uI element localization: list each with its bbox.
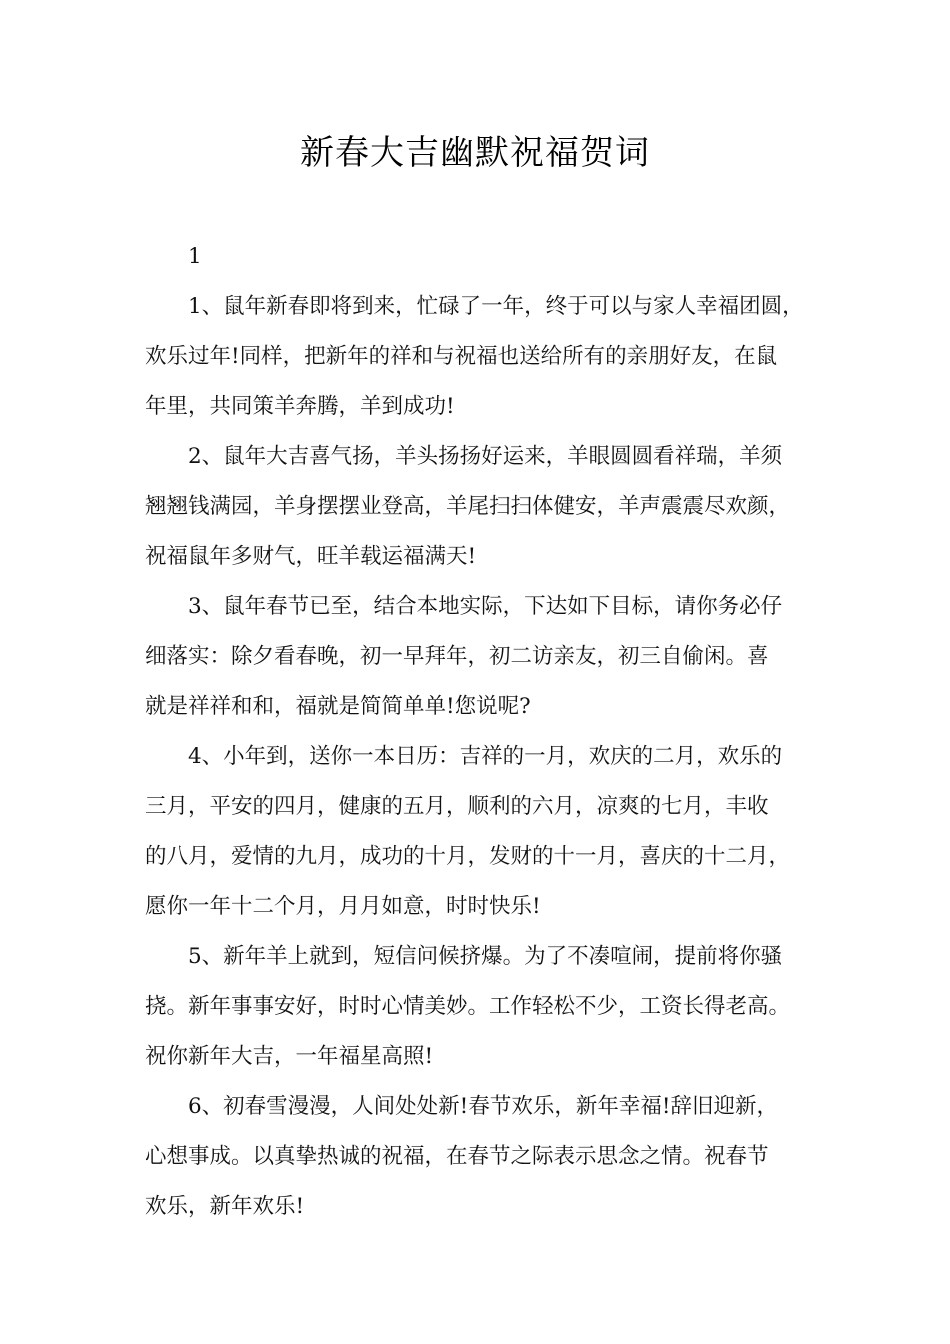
document-body bbox=[145, 232, 835, 1232]
paragraph-line: 3、鼠年春节已至，结合本地实际，下达如下目标，请你务必仔 bbox=[188, 594, 783, 619]
paragraph-line: 6、初春雪漫漫，人间处处新!春节欢乐，新年幸福!辞旧迎新， bbox=[188, 1094, 778, 1119]
paragraph bbox=[145, 282, 835, 432]
paragraph-line: 2、鼠年大吉喜气扬，羊头扬扬好运来，羊眼圆圆看祥瑞，羊须 bbox=[188, 444, 783, 469]
paragraph-line: 愿你一年十二个月，月月如意，时时快乐! bbox=[145, 894, 541, 919]
paragraph bbox=[145, 432, 835, 582]
paragraph-line: 1、鼠年新春即将到来，忙碌了一年，终于可以与家人幸福团圆， bbox=[188, 294, 804, 319]
paragraph-line: 三月，平安的四月，健康的五月，顺利的六月，凉爽的七月，丰收 bbox=[145, 794, 769, 819]
paragraph-line: 细落实：除夕看春晚，初一早拜年，初二访亲友，初三自偷闲。喜 bbox=[145, 644, 769, 669]
paragraph-line: 挠。新年事事安好，时时心情美妙。工作轻松不少，工资长得老高。 bbox=[145, 994, 791, 1019]
paragraph-line: 欢乐过年!同样，把新年的祥和与祝福也送给所有的亲朋好友，在鼠 bbox=[145, 344, 778, 369]
paragraph-line: 翘翘钱满园，羊身摆摆业登高，羊尾扫扫体健安，羊声震震尽欢颜， bbox=[145, 494, 791, 519]
paragraph-list bbox=[145, 282, 835, 1232]
paragraph-line: 欢乐，新年欢乐! bbox=[145, 1194, 305, 1219]
paragraph-line: 心想事成。以真挚热诚的祝福，在春节之际表示思念之情。祝春节 bbox=[145, 1144, 769, 1169]
paragraph-line: 4、小年到，送你一本日历：吉祥的一月，欢庆的二月，欢乐的 bbox=[188, 744, 783, 769]
paragraph-line: 就是祥祥和和，福就是简简单单!您说呢? bbox=[145, 694, 531, 719]
section-number: 1 bbox=[188, 244, 202, 269]
paragraph bbox=[145, 1082, 835, 1232]
paragraph bbox=[145, 932, 835, 1082]
paragraph-line: 祝你新年大吉，一年福星高照! bbox=[145, 1044, 434, 1069]
paragraph-line: 年里，共同策羊奔腾，羊到成功! bbox=[145, 394, 455, 419]
paragraph-line: 的八月，爱情的九月，成功的十月，发财的十一月，喜庆的十二月， bbox=[145, 844, 791, 869]
paragraph-line: 祝福鼠年多财气，旺羊载运福满天! bbox=[145, 544, 477, 569]
paragraph-line: 5、新年羊上就到，短信问候挤爆。为了不凑喧闹，提前将你骚 bbox=[188, 944, 783, 969]
paragraph bbox=[145, 582, 835, 732]
paragraph bbox=[145, 732, 835, 932]
document-title: 新春大吉幽默祝福贺词 bbox=[300, 133, 650, 173]
